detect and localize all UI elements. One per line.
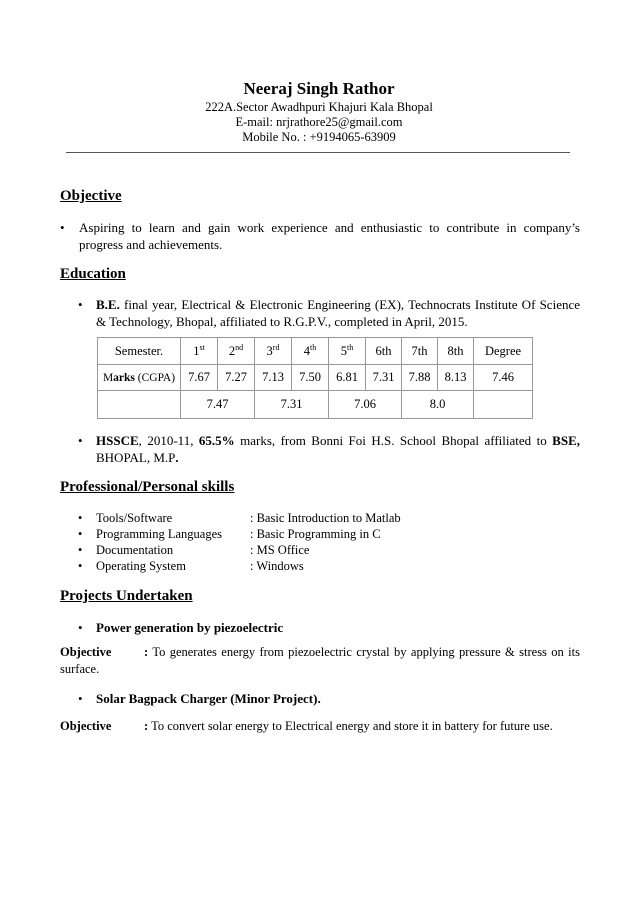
marks-cell: 6.81 (329, 365, 366, 391)
project-name: Power generation by piezoelectric (96, 620, 284, 635)
semester-label: Semester. (98, 338, 181, 365)
marks-cell: 7.67 (181, 365, 218, 391)
sem-cell: 5th (329, 338, 366, 365)
be-degree: B.E. (96, 297, 120, 312)
bullet-icon: • (78, 559, 83, 573)
project-objective: Objective : To convert solar energy to Electrical energy and store it in battery for future use. (60, 719, 553, 733)
bullet-icon: • (78, 527, 83, 541)
project-name: Solar Bagpack Charger (Minor Project). (96, 691, 321, 706)
objective-text: Aspiring to learn and gain work experience and enthusiastic to contribute in company’s progress and achievements. (79, 220, 580, 252)
table-row (98, 391, 533, 419)
mobile: Mobile No. : +9194065-63909 (242, 130, 396, 144)
objective-label: Objective (60, 645, 112, 659)
degree-label: Degree (474, 338, 533, 365)
education-be-item (78, 296, 580, 330)
project-item (78, 619, 580, 636)
marks-cell: 7.50 (292, 365, 329, 391)
year-avg-cell: 8.0 (402, 391, 474, 419)
bullet-icon: • (78, 297, 83, 312)
year-avg-cell: 7.47 (181, 391, 255, 419)
bullet-icon: • (78, 691, 83, 706)
skill-value: : Windows (250, 559, 304, 573)
skill-value: : Basic Programming in C (250, 527, 381, 541)
marks-table (97, 337, 533, 419)
sem-cell: 1st (181, 338, 218, 365)
bullet-icon: • (78, 620, 83, 635)
objective-label: Objective (60, 719, 112, 733)
marks-cell: 7.13 (255, 365, 292, 391)
bullet-icon: • (78, 433, 83, 448)
bullet-icon: • (78, 511, 83, 525)
sem-cell: 8th (438, 338, 474, 365)
objective-text: To generates energy from piezoelectric crystal by applying pressure & stress on its surface. (60, 645, 580, 676)
skill-value: : Basic Introduction to Matlab (250, 511, 401, 525)
hssce-board: BSE, (552, 433, 580, 448)
hssce-percent: 65.5% (198, 433, 235, 448)
objective-item (60, 219, 580, 253)
year-avg-cell: 7.31 (255, 391, 329, 419)
objective-heading: Objective (60, 188, 122, 204)
hssce-name: HSSCE (96, 433, 139, 448)
marks-cell: 8.13 (438, 365, 474, 391)
skill-key: Tools/Software (96, 511, 173, 525)
sem-cell: 2nd (218, 338, 255, 365)
skill-key: Documentation (96, 543, 174, 557)
sem-cell: 4th (292, 338, 329, 365)
marks-cell: 7.27 (218, 365, 255, 391)
table-row (98, 338, 533, 365)
marks-cell: 7.88 (402, 365, 438, 391)
resume-header (0, 78, 638, 145)
projects-heading: Projects Undertaken (60, 588, 193, 604)
sem-cell: 3rd (255, 338, 292, 365)
skill-key: Operating System (96, 559, 186, 573)
year-avg-cell: 7.06 (329, 391, 402, 419)
education-heading: Education (60, 266, 126, 282)
candidate-name: Neeraj Singh Rathor (243, 79, 395, 98)
address: 222A.Sector Awadhpuri Khajuri Kala Bhopal (205, 100, 433, 114)
marks-label: Marks (CGPA) (98, 365, 181, 391)
education-hssce-item: • HSSCE, 2010-11, 65.5% marks, from Bonni Foi H.S. School Bhopal affiliated to BSE, BHOPAL, M.P. (78, 433, 580, 465)
degree-value: 7.46 (474, 365, 533, 391)
project-item (78, 690, 580, 707)
sem-cell: 6th (366, 338, 402, 365)
skill-key: Programming Languages (96, 527, 223, 541)
objective-text: To convert solar energy to Electrical energy and store it in battery for future use. (148, 719, 553, 733)
hssce-place: BHOPAL, M.P (96, 450, 176, 465)
marks-cell: 7.31 (366, 365, 402, 391)
header-divider (66, 152, 570, 153)
skills-heading: Professional/Personal skills (60, 479, 235, 495)
empty-cell (474, 391, 533, 419)
bullet-icon: • (78, 543, 83, 557)
empty-cell (98, 391, 181, 419)
bullet-icon: • (60, 220, 65, 235)
table-row (98, 365, 533, 391)
sem-cell: 7th (402, 338, 438, 365)
email: E-mail: nrjrathore25@gmail.com (235, 115, 403, 129)
skill-value: : MS Office (250, 543, 310, 557)
be-details: final year, Electrical & Electronic Engineering (EX), Technocrats Institute Of Science & Technology, Bhopal, affiliated to R.G.P.V., completed in April, 2015. (96, 297, 580, 329)
project-objective: Objective : To generates energy from piezoelectric crystal by applying pressure & stress on its surface. (60, 645, 580, 676)
